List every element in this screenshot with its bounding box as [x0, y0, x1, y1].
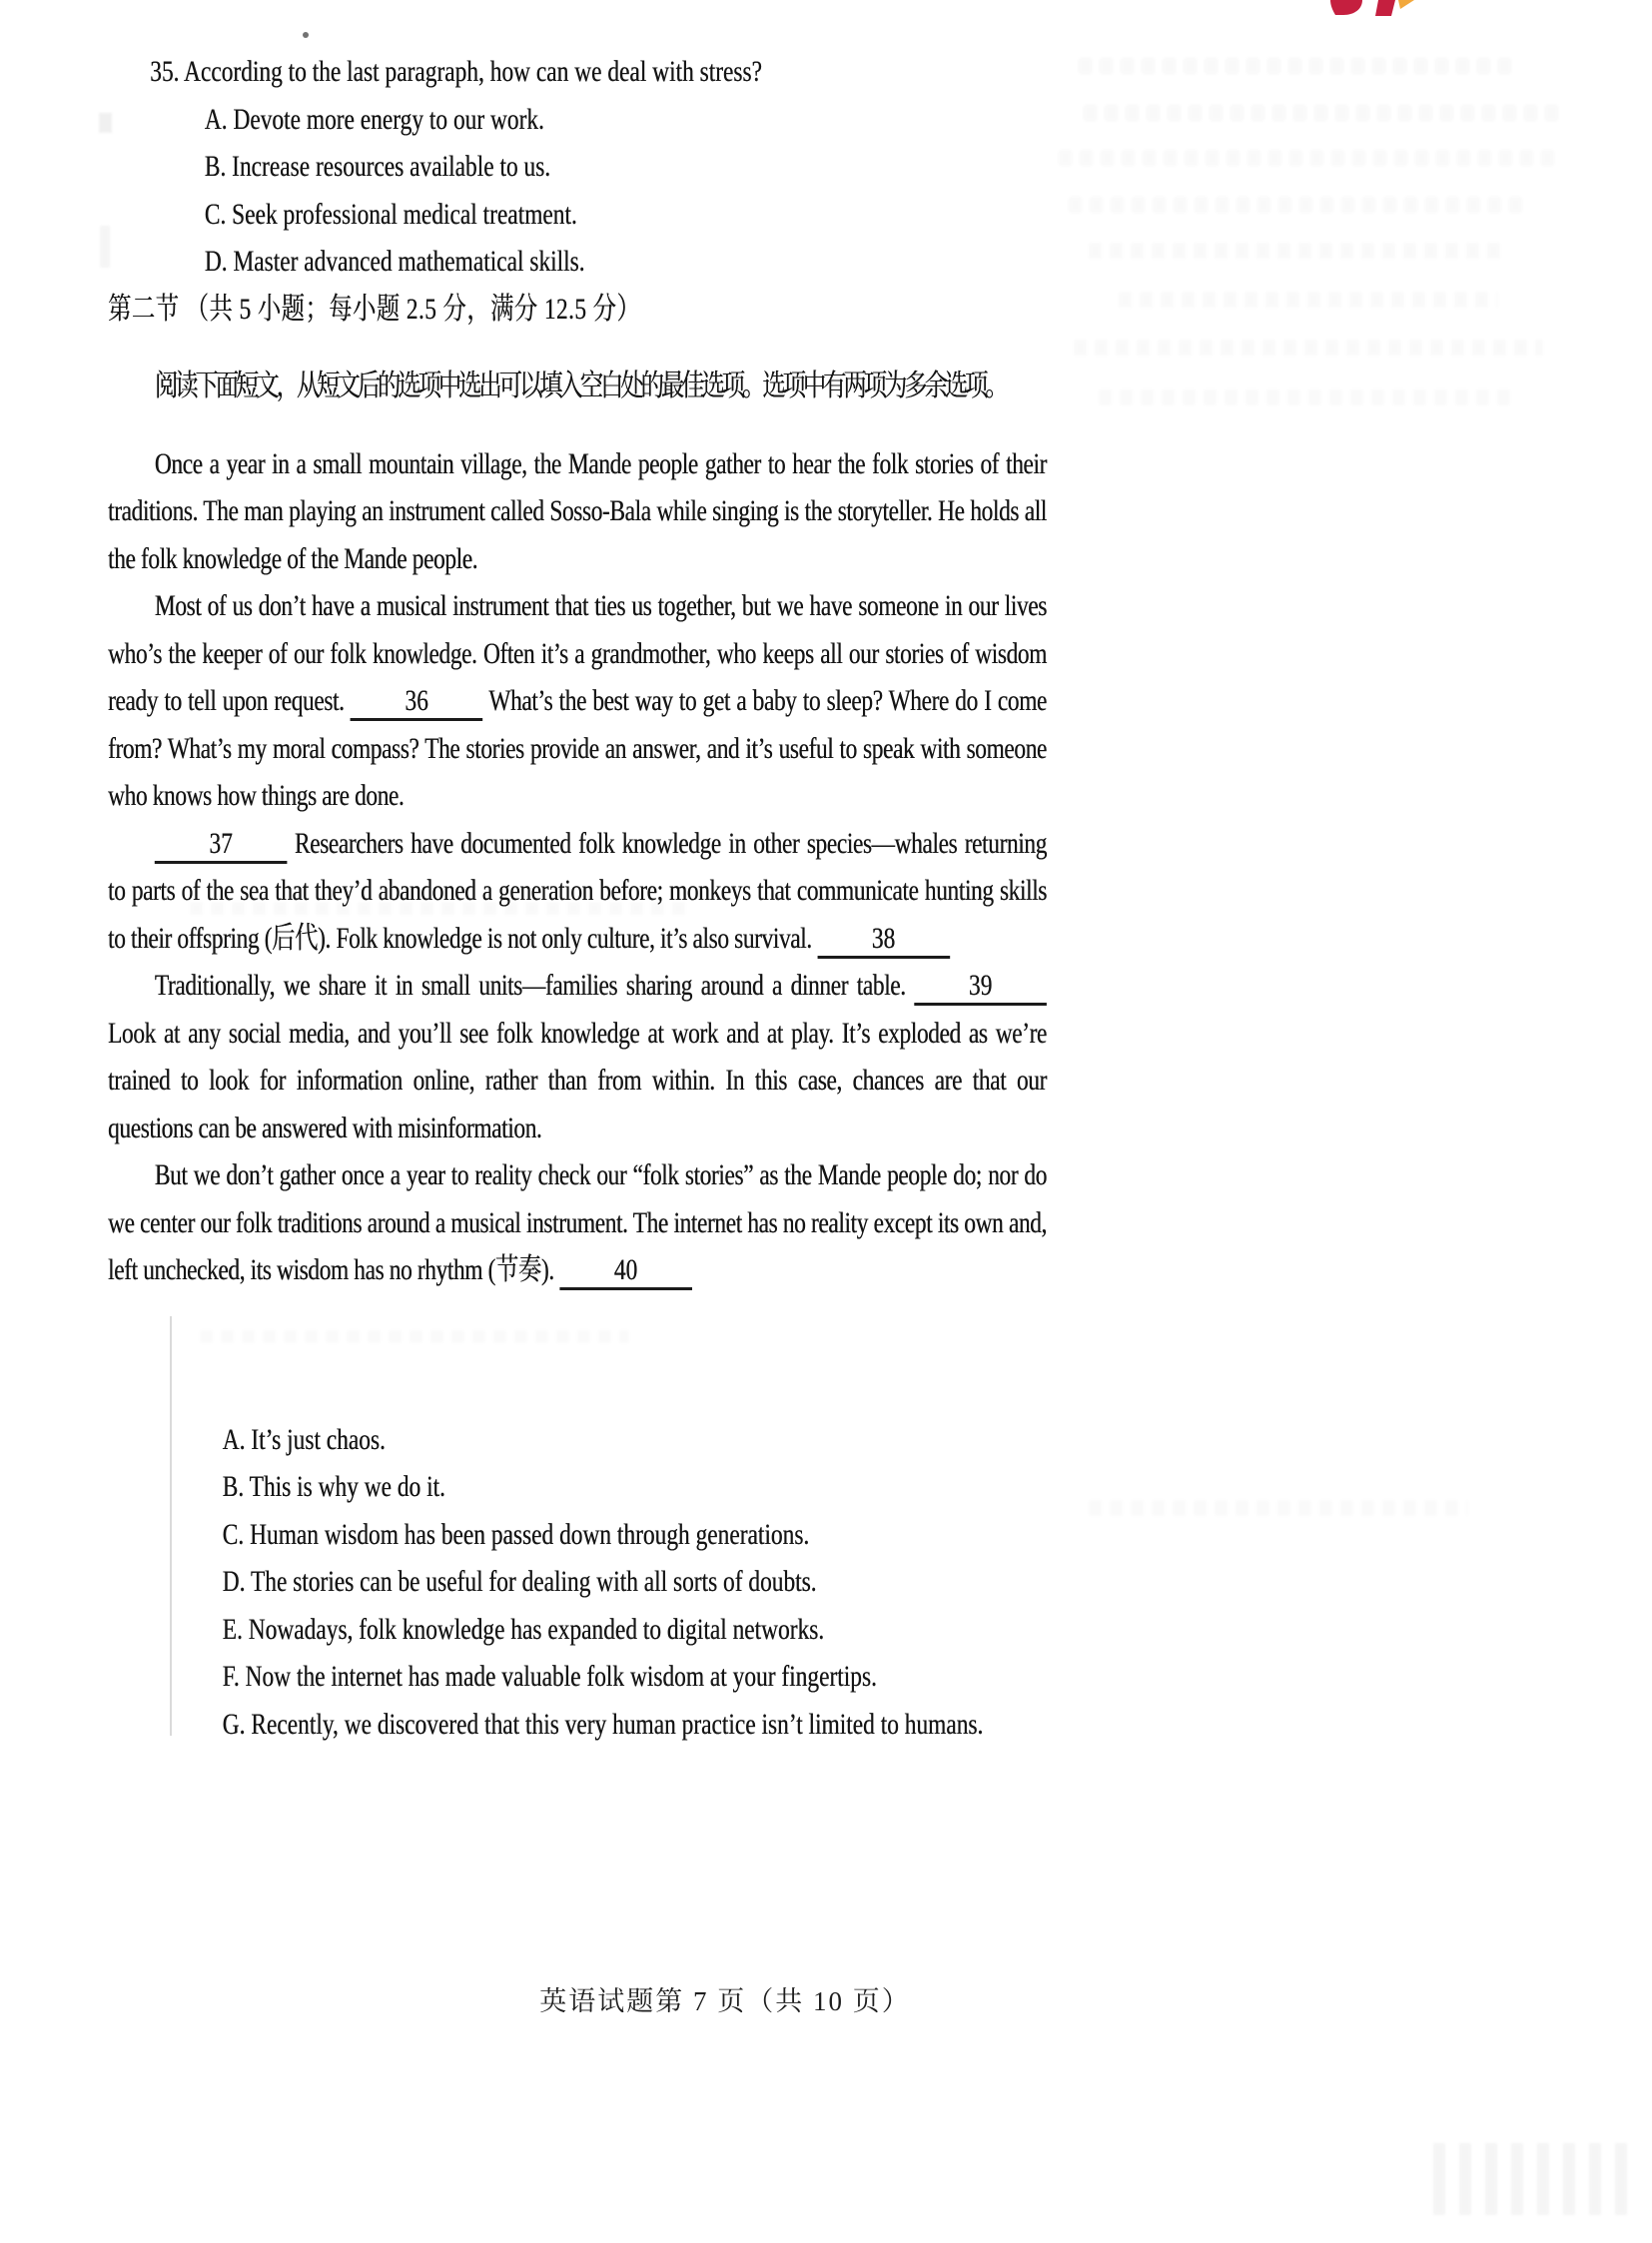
- logo-fragment: [1330, 0, 1430, 17]
- section-2-heading: 第二节 （共 5 小题；每小题 2.5 分，满分 12.5 分）: [108, 292, 641, 326]
- passage-paragraph-2: [108, 582, 1047, 820]
- choice-d: D. The stories can be useful for dealing with all sorts of doubts.: [222, 1565, 817, 1598]
- bleed-through-artifact: [1089, 243, 1508, 259]
- choice-b: B. This is why we do it.: [222, 1470, 445, 1503]
- bleed-through-artifact: [1099, 389, 1518, 405]
- passage-text: Traditionally, we share it in small units—families sharing around a dinner table.: [154, 969, 915, 1002]
- bleed-through-artifact: [1119, 292, 1498, 308]
- passage-text: Researchers have documented folk knowledge in other species—whales returning to parts of the sea that they’d abandoned a generation before; monkeys that communicate hunting skills to their offspring (后代). Folk knowledge is not only culture, it’s also survival.: [108, 826, 1047, 955]
- blank-37: 37: [155, 828, 288, 864]
- passage-paragraph-3: [108, 820, 1047, 963]
- passage-text: Once a year in a small mountain village, the Mande people gather to hear the folk stories of their traditions. The man playing an instrument called Sosso-Bala while singing is the storyteller. He holds all the folk knowledge of the Mande people.: [108, 446, 1047, 575]
- bleed-through-barcode: [1433, 2143, 1628, 2215]
- passage-text: Look at any social media, and you’ll see folk knowledge at work and at play. It’s exploded as we’re trained to look for information online, rather than from within. In this case, chances are that our questions can be answered with misinformation.: [108, 1016, 1047, 1144]
- bleed-through-artifact: [1084, 105, 1563, 121]
- cloze-passage: [108, 440, 1047, 1294]
- choice-c: C. Human wisdom has been passed down through generations.: [222, 1517, 810, 1551]
- choice-list: [108, 1416, 1047, 1749]
- question-35-option-b: B. Increase resources available to us.: [204, 150, 551, 183]
- question-35-option-a: A. Devote more energy to our work.: [204, 102, 544, 136]
- question-35-option-d: D. Master advanced mathematical skills.: [204, 245, 585, 278]
- choice-f: F. Now the internet has made valuable folk wisdom at your fingertips.: [222, 1660, 877, 1693]
- bleed-through-artifact: [1079, 58, 1518, 74]
- passage-text: What’s the best way to get a baby to sleep? Where do I come from? What’s my moral compass? The stories provide an answer, and it’s useful to speak with someone who knows how things are done.: [108, 684, 1047, 812]
- choice-g: G. Recently, we discovered that this very human practice isn’t limited to humans.: [222, 1707, 984, 1741]
- passage-text: Most of us don’t have a musical instrument that ties us together, but we have someone in our lives who’s the keeper of our folk knowledge. Often it’s a grandmother, who keeps all our stories of wisdom ready to tell upon request.: [108, 589, 1047, 717]
- blank-39: 39: [914, 970, 1047, 1006]
- blank-38: 38: [817, 923, 950, 959]
- blank-40: 40: [559, 1254, 692, 1290]
- question-35-stem: 35. According to the last paragraph, how can we deal with stress?: [150, 55, 762, 88]
- passage-paragraph-4: [108, 962, 1047, 1151]
- page-content: [108, 30, 1047, 1748]
- section-2-instructions: 阅读下面短文，从短文后的选项中选出可以填入空白处的最佳选项。选项中有两项为多余选项。: [154, 370, 1006, 402]
- passage-paragraph-1: [108, 440, 1047, 583]
- bleed-through-artifact: [1089, 1500, 1468, 1516]
- passage-text: But we don’t gather once a year to reality check our “folk stories” as the Mande people do; nor do we center our folk traditions around a musical instrument. The internet has no reality except its own and, left unchecked, its wisdom has no rhythm (节奏).: [108, 1158, 1047, 1286]
- question-35-option-c: C. Seek professional medical treatment.: [204, 197, 577, 231]
- passage-paragraph-5: [108, 1151, 1047, 1294]
- choice-a: A. It’s just chaos.: [222, 1422, 386, 1456]
- bleed-through-artifact: [1069, 197, 1528, 213]
- choice-e: E. Nowadays, folk knowledge has expanded to digital networks.: [222, 1612, 825, 1646]
- bleed-through-artifact: [1059, 150, 1558, 166]
- page-footer: 英语试题第 7 页（共 10 页）: [539, 1986, 911, 2016]
- blank-36: 36: [351, 685, 483, 721]
- bleed-through-artifact: [1074, 340, 1543, 356]
